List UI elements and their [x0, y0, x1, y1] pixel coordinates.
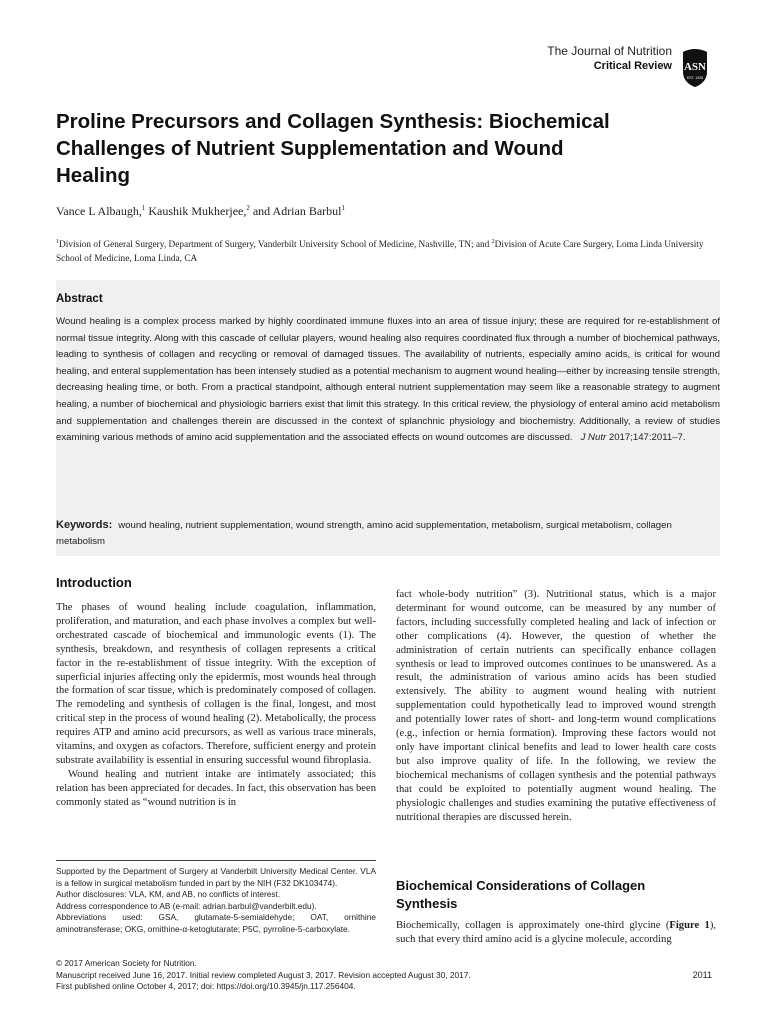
paragraph: The phases of wound healing include coagulation, inflammation, proliferation, and maturation, and each phase involves a complex but well-orchestrated cascade of biochemical and immunologic events (1). The synthesis, breakdown, and resynthesis of collagen represents a critical factor in the re-establishment of tissue integrity. With the exception of superficial injuries affecting only the epidermis, most wounds heal through the formation of scar tissue, which is predominately composed of collagen. The remodeling and synthesis of collagen is the final, longest, and most critical step in the process of wound healing (2). Metabolically, the process requires ATP and amino acid precursors, as well as various trace minerals, vitamins, and oxygen as cofactors. Therefore, sufficient energy and protein substrate availability is essential in ensuring successful wound fibroplasia.	[56, 602, 376, 766]
section-heading-biochemical: Biochemical Considerations of Collagen Synthesis	[396, 878, 646, 911]
article-title: Proline Precursors and Collagen Synthesis: Biochemical Challenges of Nutrient Supplementation and Wound Healing	[56, 110, 610, 187]
abstract-text: Wound healing is a complex process marked by highly coordinated immune fluxes into an area of tissue injury; these are required for re-establishment of normal tissue integrity. Along with this cascade of cellular players, wound healing also requires coordinated flux through a number of biochemical pathways, leading to synthesis of collagen and recycling or removal of damaged tissues. The availability of nutrients, especially amino acids, is critical for wound healing, and enteral supplementation has been intensely studied as a potential mechanism to augment wound healing—either by increasing tensile strength, decreasing healing time, or both. From a practical standpoint, although enteral nutrient supplementation may seem like a reasonable strategy to augment healing, a number of biochemical and physiologic barriers exist that limit this strategy. In this critical review, the physiology of enteral amino acid metabolism and supplementation and challenges therein are discussed in the context of splanchnic physiology and biochemistry. Additionally, a review of studies examining various methods of amino acid supplementation and the associated effects on wound outcomes are discussed.	[56, 316, 720, 444]
keywords-label: Keywords:	[56, 519, 113, 531]
author-name: Kaushik Mukherjee,	[145, 204, 247, 218]
affiliations	[56, 235, 716, 266]
right-column	[396, 588, 716, 824]
author-affiliation-mark: 2	[246, 204, 250, 212]
footnote: Address correspondence to AB (e-mail: adrian.barbul@vanderbilt.edu).	[56, 900, 317, 911]
affiliation-text: Division of General Surgery, Department of Surgery, Vanderbilt University School of Medicine, Nashville, TN; and	[59, 240, 492, 251]
footnote-rule	[56, 860, 376, 861]
figure-reference-link[interactable]: Figure 1	[669, 920, 710, 931]
author-affiliation-mark: 1	[341, 204, 346, 212]
section-label: Critical Review	[593, 60, 672, 72]
footnote: Supported by the Department of Surgery at Vanderbilt University Medical Center. VLA is a fellow in surgical metabolism funded in part by the NIH (F32 DK103474).	[56, 866, 376, 888]
journal-name: The Journal of Nutrition	[547, 44, 672, 58]
section-heading-introduction: Introduction	[56, 575, 132, 590]
right-column-continued	[396, 919, 716, 947]
affiliation-mark: 2	[491, 239, 495, 245]
asn-logo-text: ASN	[683, 61, 707, 73]
author-affiliation-mark: 1	[141, 204, 146, 212]
asn-logo	[680, 48, 710, 88]
paragraph	[396, 919, 716, 947]
affiliation-mark: 1	[56, 239, 59, 245]
footnotes	[56, 866, 376, 936]
paragraph-text: ), such that every third amino acid is a glycine molecule, according	[396, 920, 716, 945]
manuscript-dates: Manuscript received June 16, 2017. Initial review completed August 3, 2017. Revision accepted August 30, 2017.	[56, 969, 471, 980]
paragraph: Wound healing and nutrient intake are intimately associated; this relation has been appreciated for decades. In fact, this observation has been commonly stated as “wound nutrition is in	[56, 768, 376, 808]
paragraph-text: Biochemically, collagen is approximately one-third glycine (	[396, 920, 670, 931]
keywords-text: wound healing, nutrient supplementation, wound strength, amino acid supplementation, metabolism, surgical metabolism, collagen metabolism	[56, 520, 672, 547]
left-column	[56, 601, 376, 810]
footnote: Abbreviations used: GSA, glutamate-5-semialdehyde; OAT, ornithine aminotransferase; OKG, ornithine-α-ketoglutarate; P5C, pyrroline-5-carboxylate.	[56, 912, 376, 934]
footnote: Author disclosures: VLA, KM, and AB, no conflicts of interest.	[56, 889, 281, 900]
author-name: and Adrian Barbul	[249, 204, 342, 218]
paragraph: fact whole-body nutrition” (3). Nutritional status, which is a major determinant for wound outcome, can be measured by any number of factors, including successfully completed healing and lack of infection or other complications (4). However, the question of whether the administration of certain nutrients can specifically enhance collagen synthesis or lead to improved outcomes continues to be unanswered. As a result, the administration of various amino acids has been studied extensively. The ability to augment wound healing with nutrient supplementation could hypothetically lead to improved wound strength and potentially lower rates of short- and long-term wound complications (e.g., infection or hernia formation). Improving these factors would not only have important clinical benefits and lead to lower health care costs but also improve quality of life. In the following, we review the biochemical mechanisms of collagen synthesis and the potential pathways that could be exploited to potentially augment wound healing. The physiologic challenges and studies examining the putative effectiveness of nutritional therapies are discussed herein.	[396, 589, 716, 823]
keywords	[56, 517, 720, 550]
page-number: 2011	[692, 970, 712, 980]
asn-logo-subtext: EST. 1928	[686, 76, 704, 80]
publication-info: First published online October 4, 2017; doi: https://doi.org/10.3945/jn.117.256404.	[56, 981, 356, 992]
page-footer	[56, 958, 720, 993]
affiliation-text: Division of Acute Care Surgery, Loma Linda University School of Medicine, Loma Linda, CA	[56, 240, 704, 265]
abstract-heading: Abstract	[56, 293, 103, 305]
author-list	[56, 204, 345, 219]
abstract-citation-journal: J Nutr	[580, 432, 607, 444]
copyright-line: © 2017 American Society for Nutrition.	[56, 958, 197, 968]
author-name: Vance L Albaugh,	[56, 204, 142, 218]
abstract-citation-ref: 2017;147:2011–7.	[608, 432, 686, 444]
abstract-body	[56, 314, 720, 447]
